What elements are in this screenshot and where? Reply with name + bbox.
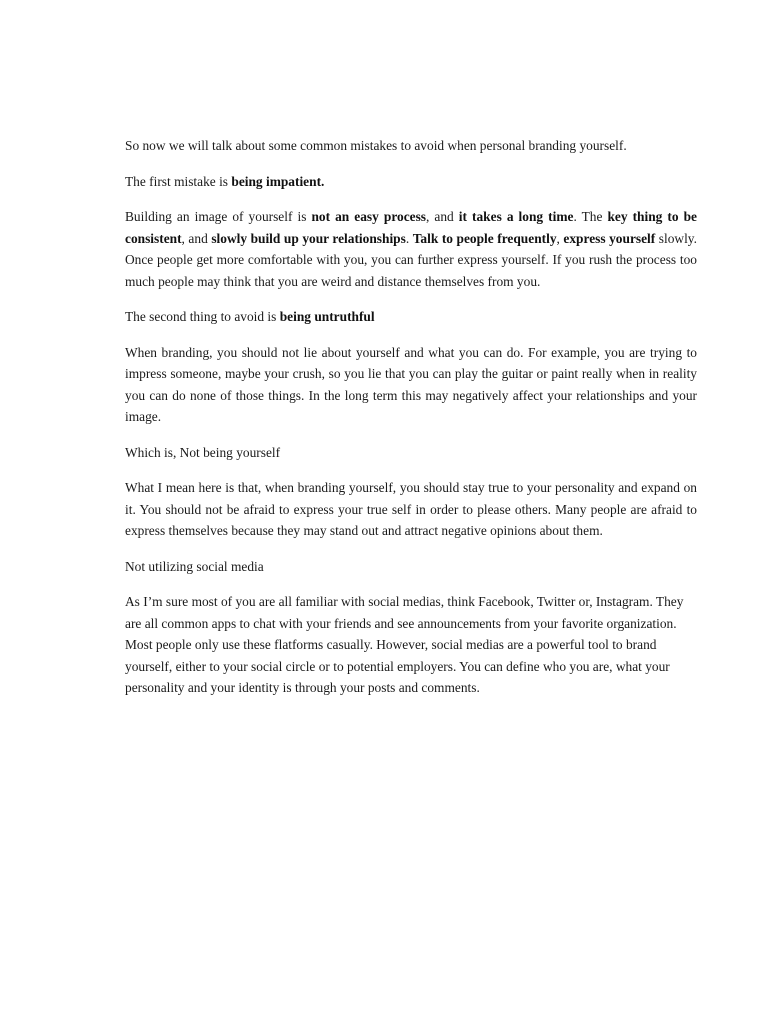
- text-run: ,: [556, 230, 564, 246]
- document-body: [125, 135, 697, 713]
- mistake-3-paragraph: What I mean here is that, when branding yourself, you should stay true to your personality and expand on it. You should not be afraid to express your true self in order to please others. Many people are afraid to express themselves because they may stand out and attract negative opinions about them.: [125, 480, 697, 538]
- intro-paragraph: So now we will talk about some common mistakes to avoid when personal branding yourself.: [125, 138, 627, 153]
- mistake-2-lead: The second thing to avoid is: [125, 309, 280, 324]
- mistake-1-paragraph: [125, 206, 697, 292]
- bold-run: Talk to people frequently: [412, 230, 557, 246]
- text-run: , and: [426, 209, 459, 224]
- bold-run: not an easy process: [311, 209, 427, 224]
- mistake-1-heading: [125, 171, 697, 193]
- text-run: Building an image of yourself is: [125, 209, 312, 224]
- bold-run: slowly build up your relationships: [211, 230, 406, 246]
- mistake-2-paragraph: When branding, you should not lie about yourself and what you can do. For example, you are trying to impress someone, maybe your crush, so you lie that you can play the guitar or paint really when in reality you can do none of those things. In the long term this may negatively affect your relationships and your image.: [125, 344, 697, 424]
- mistake-1-title: being impatient.: [231, 173, 325, 189]
- text-run: slowly. Once people get more comfortable with you, you can further express yourself. If you rush the process too much people may think that you are weird and distance themselves from you.: [125, 230, 697, 289]
- mistake-2-title: being untruthful: [279, 309, 375, 324]
- mistake-2-heading: [125, 306, 697, 328]
- text-run: .: [405, 230, 413, 246]
- bold-run: key thing to be consistent: [125, 209, 697, 246]
- bold-run: it takes a long time: [458, 209, 574, 224]
- text-run: , and: [181, 230, 212, 246]
- mistake-4-heading: Not utilizing social media: [125, 558, 264, 574]
- mistake-1-lead: The first mistake is: [125, 173, 232, 189]
- bold-run: express yourself: [563, 230, 656, 246]
- mistake-3-heading: Which is, Not being yourself: [125, 444, 281, 460]
- mistake-4-paragraph: As I’m sure most of you are all familiar with social medias, think Facebook, Twitter or, Instagram. They are all common apps to chat with your friends and see announcements from your favorite organization. Most people only use these flatforms casually. However, social medias are a powerful tool to brand yourself, either to your social circle or to potential employers. You can define who you are, what your personality and your identity is through your posts and comments.: [125, 594, 684, 695]
- text-run: . The: [573, 209, 608, 224]
